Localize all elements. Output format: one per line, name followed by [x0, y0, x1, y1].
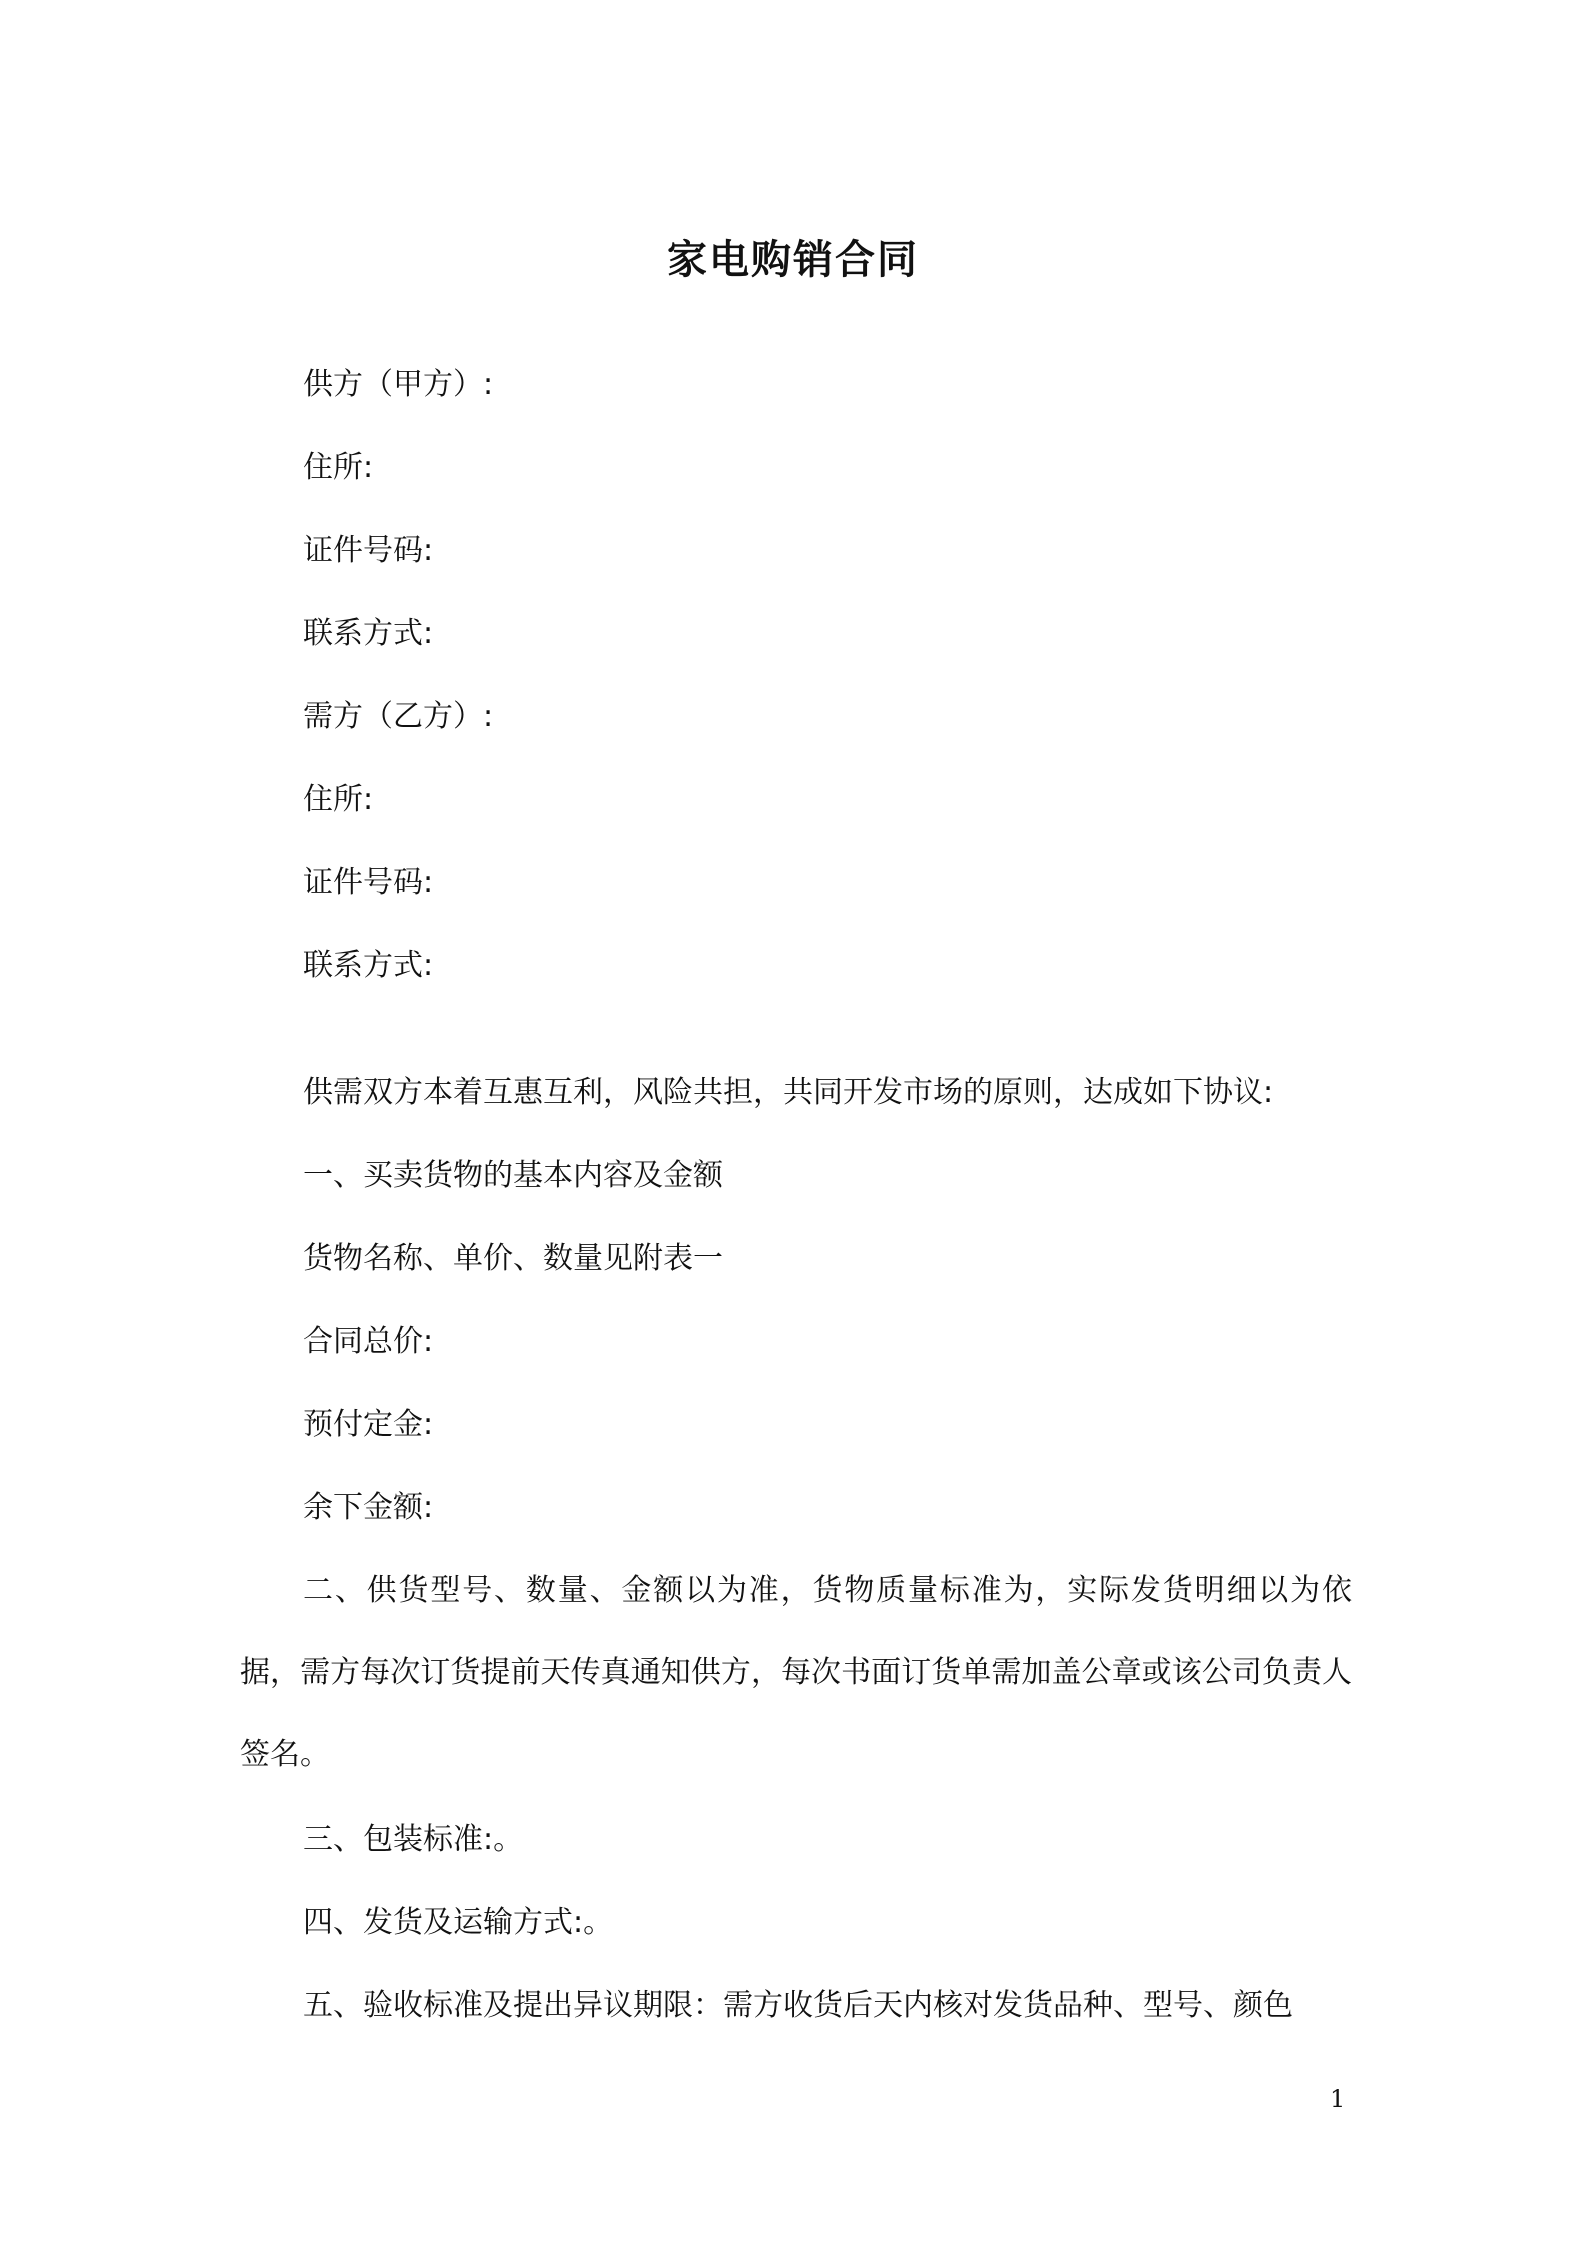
- party-b-id-number: 证件号码:: [303, 865, 434, 900]
- section-1-heading: 一、买卖货物的基本内容及金额: [303, 1158, 723, 1193]
- section-1-deposit: 预付定金:: [303, 1407, 434, 1442]
- section-1-total-price: 合同总价:: [303, 1324, 434, 1359]
- agreement-intro: 供需双方本着互惠互利，风险共担，共同开发市场的原则，达成如下协议:: [303, 1075, 1274, 1110]
- party-b-label: 需方（乙方）:: [303, 699, 494, 734]
- section-3-packaging: 三、包装标准:。: [303, 1822, 524, 1857]
- section-1-goods: 货物名称、单价、数量见附表一: [303, 1241, 723, 1276]
- party-a-contact: 联系方式:: [303, 616, 434, 651]
- document-title: 家电购销合同: [667, 237, 919, 283]
- section-5-acceptance: 五、验收标准及提出异议期限：需方收货后天内核对发货品种、型号、颜色: [303, 1988, 1293, 2023]
- party-b-contact: 联系方式:: [303, 948, 434, 983]
- party-a-label: 供方（甲方）:: [303, 367, 494, 402]
- section-2-paragraph: 二、供货型号、数量、金额以为准，货物质量标准为，实际发货明细以为依据，需方每次订货提前天传真通知供方，每次书面订货单需加盖公章或该公司负责人签名。: [240, 1573, 1352, 1772]
- section-4-shipping: 四、发货及运输方式:。: [303, 1905, 614, 1940]
- section-1-remaining: 余下金额:: [303, 1490, 434, 1525]
- party-b-address: 住所:: [303, 782, 374, 817]
- party-a-address: 住所:: [303, 450, 374, 485]
- page-number: 1: [1330, 2085, 1346, 2113]
- party-a-id-number: 证件号码:: [303, 533, 434, 568]
